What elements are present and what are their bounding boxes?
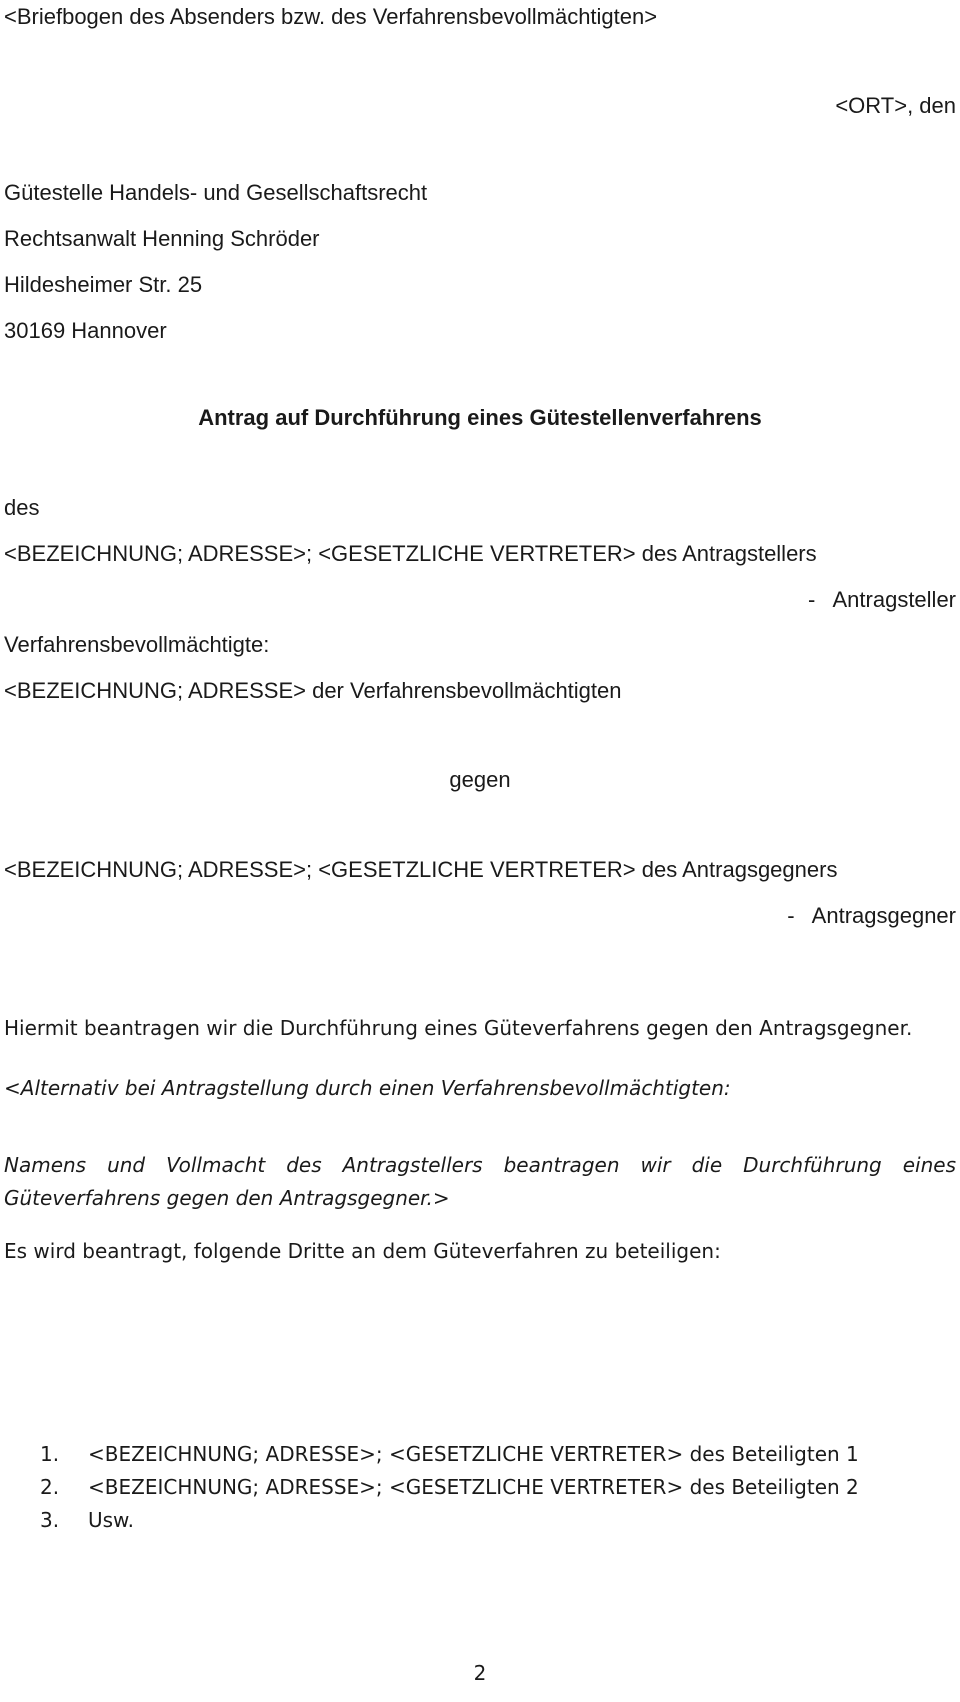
applicant-details: <BEZEICHNUNG; ADRESSE>; <GESETZLICHE VERTRETER> des Antragstellers (4, 541, 817, 566)
list-item (40, 1471, 859, 1504)
third-parties-list (40, 1438, 859, 1537)
representative-details: <BEZEICHNUNG; ADRESSE> der Verfahrensbevollmächtigten (4, 678, 622, 703)
alternative-heading: <Alternativ bei Antragstellung durch einen Verfahrensbevollmächtigten: (4, 1076, 731, 1100)
list-item-text: <BEZEICHNUNG; ADRESSE>; <GESETZLICHE VERTRETER> des Beteiligten 1 (88, 1442, 859, 1466)
list-item-text: Usw. (88, 1508, 134, 1532)
alternative-paragraph: Namens und Vollmacht des Antragstellers beantragen wir die Durchführung eines Güteverfahrens gegen den Antragsgegner.> (4, 1153, 956, 1210)
respondent-role: - Antragsgegner (787, 903, 956, 928)
applicant-intro: des (4, 495, 40, 520)
list-item-number: 2. (40, 1475, 60, 1499)
page-number: 2 (473, 1661, 487, 1685)
list-item (40, 1504, 859, 1537)
letterhead-placeholder: <Briefbogen des Absenders bzw. des Verfahrensbevollmächtigten> (4, 4, 658, 29)
list-item-number: 1. (40, 1442, 60, 1466)
representative-label: Verfahrensbevollmächtigte: (4, 632, 270, 657)
request-paragraph: Hiermit beantragen wir die Durchführung eines Güteverfahrens gegen den Antragsgegner. (4, 1016, 913, 1040)
recipient-line-3: Hildesheimer Str. 25 (4, 272, 203, 297)
place-date: <ORT>, den (835, 93, 956, 118)
document-title: Antrag auf Durchführung eines Gütestellenverfahrens (198, 405, 762, 430)
applicant-role: - Antragsteller (808, 587, 956, 612)
against-label: gegen (449, 767, 511, 792)
recipient-line-2: Rechtsanwalt Henning Schröder (4, 226, 320, 251)
recipient-line-4: 30169 Hannover (4, 318, 167, 343)
list-item-number: 3. (40, 1508, 60, 1532)
third-parties-intro: Es wird beantragt, folgende Dritte an dem Güteverfahren zu beteiligen: (4, 1239, 721, 1263)
list-item (40, 1438, 859, 1471)
respondent-details: <BEZEICHNUNG; ADRESSE>; <GESETZLICHE VERTRETER> des Antragsgegners (4, 857, 838, 882)
recipient-line-1: Gütestelle Handels- und Gesellschaftsrecht (4, 180, 428, 205)
list-item-text: <BEZEICHNUNG; ADRESSE>; <GESETZLICHE VERTRETER> des Beteiligten 2 (88, 1475, 859, 1499)
